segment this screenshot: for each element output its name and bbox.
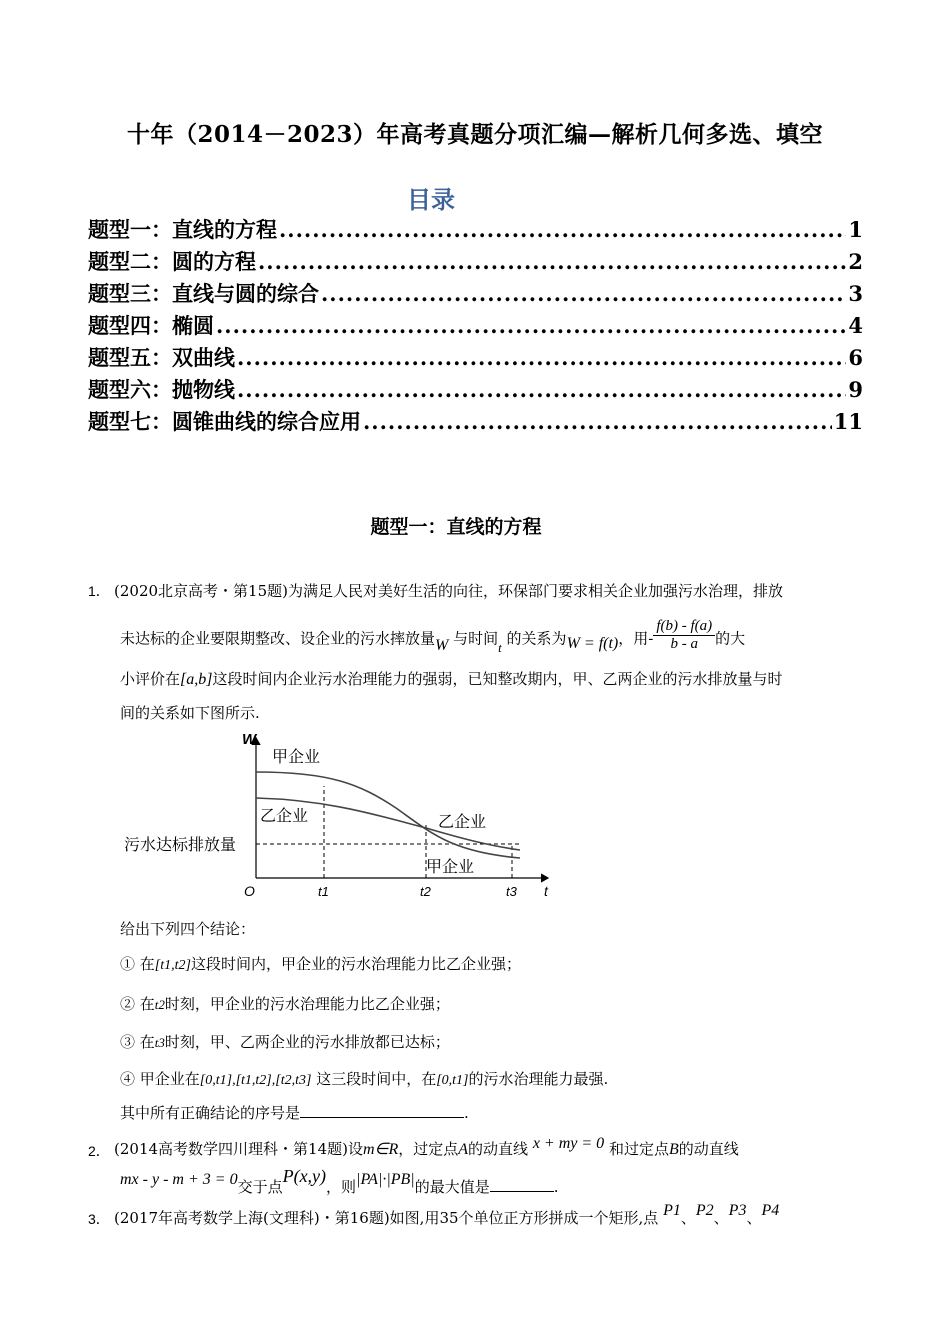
q2-text: ，过定点 — [398, 1140, 459, 1158]
toc-item-page: 2 — [848, 249, 863, 274]
toc-leader — [237, 345, 846, 370]
toc-item-page: 6 — [848, 345, 863, 370]
equation-1: x + my = 0 — [532, 1135, 605, 1152]
q1-text: 的大 — [715, 629, 746, 648]
q1-text: 小评价在 — [120, 670, 181, 688]
fraction — [653, 618, 715, 653]
point-p3: P3 — [728, 1202, 747, 1219]
q1-line4: 间的关系如下图所示. — [120, 704, 260, 722]
q1-conclusion-2 — [120, 993, 450, 1014]
interval-t1-t2: [t1,t2] — [154, 958, 191, 973]
point-p4: P4 — [761, 1202, 780, 1219]
fraction-denominator: b - a — [670, 636, 698, 652]
x-axis-label: t — [544, 883, 548, 899]
toc-leader — [321, 281, 846, 306]
answer-blank[interactable] — [300, 1103, 464, 1118]
q1-text: ① 在 — [120, 955, 155, 973]
q1-text: 的关系为 — [506, 629, 567, 648]
toc-leader — [258, 249, 846, 274]
table-of-contents — [88, 214, 863, 438]
toc-item-label: 题型二：圆的方程 — [88, 249, 256, 274]
toc-item[interactable] — [88, 406, 863, 438]
toc-item-page: 9 — [848, 377, 863, 402]
toc-item-label: 题型四：椭圆 — [88, 313, 214, 338]
q1-text: 其中所有正确结论的序号是 — [120, 1104, 301, 1122]
q3-line1 — [114, 1202, 780, 1228]
point-b: B — [668, 1141, 679, 1158]
q1-given: 给出下列四个结论： — [120, 920, 256, 938]
q1-text: ，用 — [618, 629, 649, 648]
toc-item[interactable] — [88, 374, 863, 406]
toc-leader — [216, 313, 846, 338]
q1-text: 的污水治理能力最强. — [468, 1070, 609, 1088]
q1-ask — [120, 1102, 469, 1123]
q3-text: 、 — [713, 1209, 729, 1227]
label-standard: 污水达标排放量 — [124, 837, 237, 854]
tick-t3: t3 — [506, 884, 517, 899]
q1-conclusion-3 — [120, 1031, 450, 1052]
question-number: 1． — [88, 583, 110, 599]
point-p1: P1 — [663, 1202, 681, 1219]
question-number: 2． — [88, 1143, 110, 1159]
q1-line2 — [120, 618, 746, 657]
q2-line1 — [114, 1135, 739, 1159]
point-a: A — [458, 1141, 469, 1158]
toc-item-label: 题型一：直线的方程 — [88, 217, 277, 242]
toc-item-page: 11 — [833, 409, 863, 434]
toc-item[interactable] — [88, 214, 863, 246]
section-title: 题型一：直线的方程 — [370, 516, 542, 538]
answer-blank[interactable] — [490, 1177, 554, 1192]
intervals-three: [0,t1],[t1,t2],[t2,t3] — [199, 1073, 312, 1088]
pollution-graph-svg — [120, 728, 560, 904]
toc-item[interactable] — [88, 310, 863, 342]
q1-text: 未达标的企业要限期整改、设企业的污水摔放量 — [120, 629, 436, 648]
m-in-r: m∈R — [362, 1141, 399, 1158]
toc-item-label: 题型六：抛物线 — [88, 377, 235, 402]
point-p2: P2 — [695, 1202, 714, 1219]
q1-text: ④ 甲企业在 — [120, 1070, 200, 1088]
label-jia-bottom: 甲企业 — [426, 859, 475, 876]
q2-text: . — [553, 1178, 559, 1196]
toc-item-label: 题型五：双曲线 — [88, 345, 235, 370]
var-t3: t3 — [154, 1035, 165, 1050]
q1-text: 与时间 — [453, 629, 499, 648]
equation-2: mx - y - m + 3 = 0 — [120, 1171, 238, 1188]
q2-text: 的最大值是 — [414, 1178, 490, 1196]
q1-conclusion-1 — [120, 953, 521, 974]
q2-text: 的动直线 — [678, 1140, 739, 1158]
var-w: W — [435, 636, 449, 654]
q1-conclusion-4 — [120, 1068, 608, 1089]
tick-t1: t1 — [318, 884, 329, 899]
q2-text: 交于点 — [237, 1178, 283, 1196]
q1-text: 这段时间内，甲企业的污水治理能力比乙企业强； — [190, 955, 521, 973]
toc-leader — [279, 217, 846, 242]
q1-line1: (2020北京高考・第15题)为满足人民对美好生活的向往，环保部门要求相关企业加强污水治理，排放 — [114, 582, 783, 600]
label-yi-right: 乙企业 — [438, 814, 487, 831]
minus-sign: - — [648, 629, 654, 648]
product-expression: |PA|·|PB| — [356, 1171, 415, 1188]
q1-text: ③ 在 — [120, 1033, 155, 1051]
var-t2: t2 — [154, 997, 165, 1012]
toc-leader — [363, 409, 832, 434]
toc-item[interactable] — [88, 278, 863, 310]
q1-line3 — [120, 668, 782, 689]
q3-text: 、 — [746, 1209, 762, 1227]
toc-item-label: 题型七：圆锥曲线的综合应用 — [88, 409, 361, 434]
toc-item-page: 1 — [848, 217, 863, 242]
y-axis-label: W — [242, 731, 257, 748]
label-jia-top: 甲企业 — [272, 749, 321, 766]
fraction-numerator: f(b) - f(a) — [653, 618, 715, 636]
q1-text: 时刻，甲企业的污水治理能力比乙企业强； — [164, 995, 450, 1013]
formula-w-ft: W = f(t) — [566, 634, 619, 652]
toc-item[interactable] — [88, 246, 863, 278]
q1-text: 这段时间内企业污水治理能力的强弱，已知整改期内，甲、乙两企业的污水排放量与时 — [212, 670, 783, 688]
tick-t2: t2 — [420, 884, 431, 899]
q3-text: (2017年高考数学上海(文理科)・第16题)如图,用35个单位正方形拼成一个矩形,点 — [114, 1209, 659, 1227]
question-number: 3． — [88, 1211, 110, 1227]
q3-text: 、 — [680, 1209, 696, 1227]
q2-text: (2014高考数学四川理科・第14题)设 — [114, 1140, 363, 1158]
toc-item-label: 题型三：直线与圆的综合 — [88, 281, 319, 306]
q1-text: . — [464, 1104, 469, 1122]
q2-line2 — [120, 1166, 559, 1196]
q1-text: ② 在 — [120, 995, 155, 1013]
interval-0-t1: [0,t1] — [436, 1073, 469, 1088]
point-p: P(x,y) — [282, 1166, 327, 1186]
toc-heading: 目录 — [407, 185, 455, 214]
toc-item-page: 4 — [848, 313, 863, 338]
q1-text: 时刻，甲、乙两企业的污水排放都已达标； — [164, 1033, 450, 1051]
toc-leader — [237, 377, 846, 402]
var-t: t — [498, 639, 502, 655]
q2-text: ，则 — [326, 1178, 357, 1196]
q2-text: 的动直线 — [468, 1140, 529, 1158]
document-title: 十年（2014－2023）年高考真题分项汇编—解析几何多选、填空 — [126, 121, 824, 148]
q1-text: 这三段时间中，在 — [316, 1070, 437, 1088]
interval-ab: [a,b] — [180, 671, 213, 688]
toc-item-page: 3 — [848, 281, 863, 306]
origin-label: O — [244, 883, 255, 899]
toc-item[interactable] — [88, 342, 863, 374]
q2-text: 和过定点 — [608, 1140, 669, 1158]
label-yi-left: 乙企业 — [260, 808, 309, 825]
pollution-graph — [120, 728, 560, 904]
